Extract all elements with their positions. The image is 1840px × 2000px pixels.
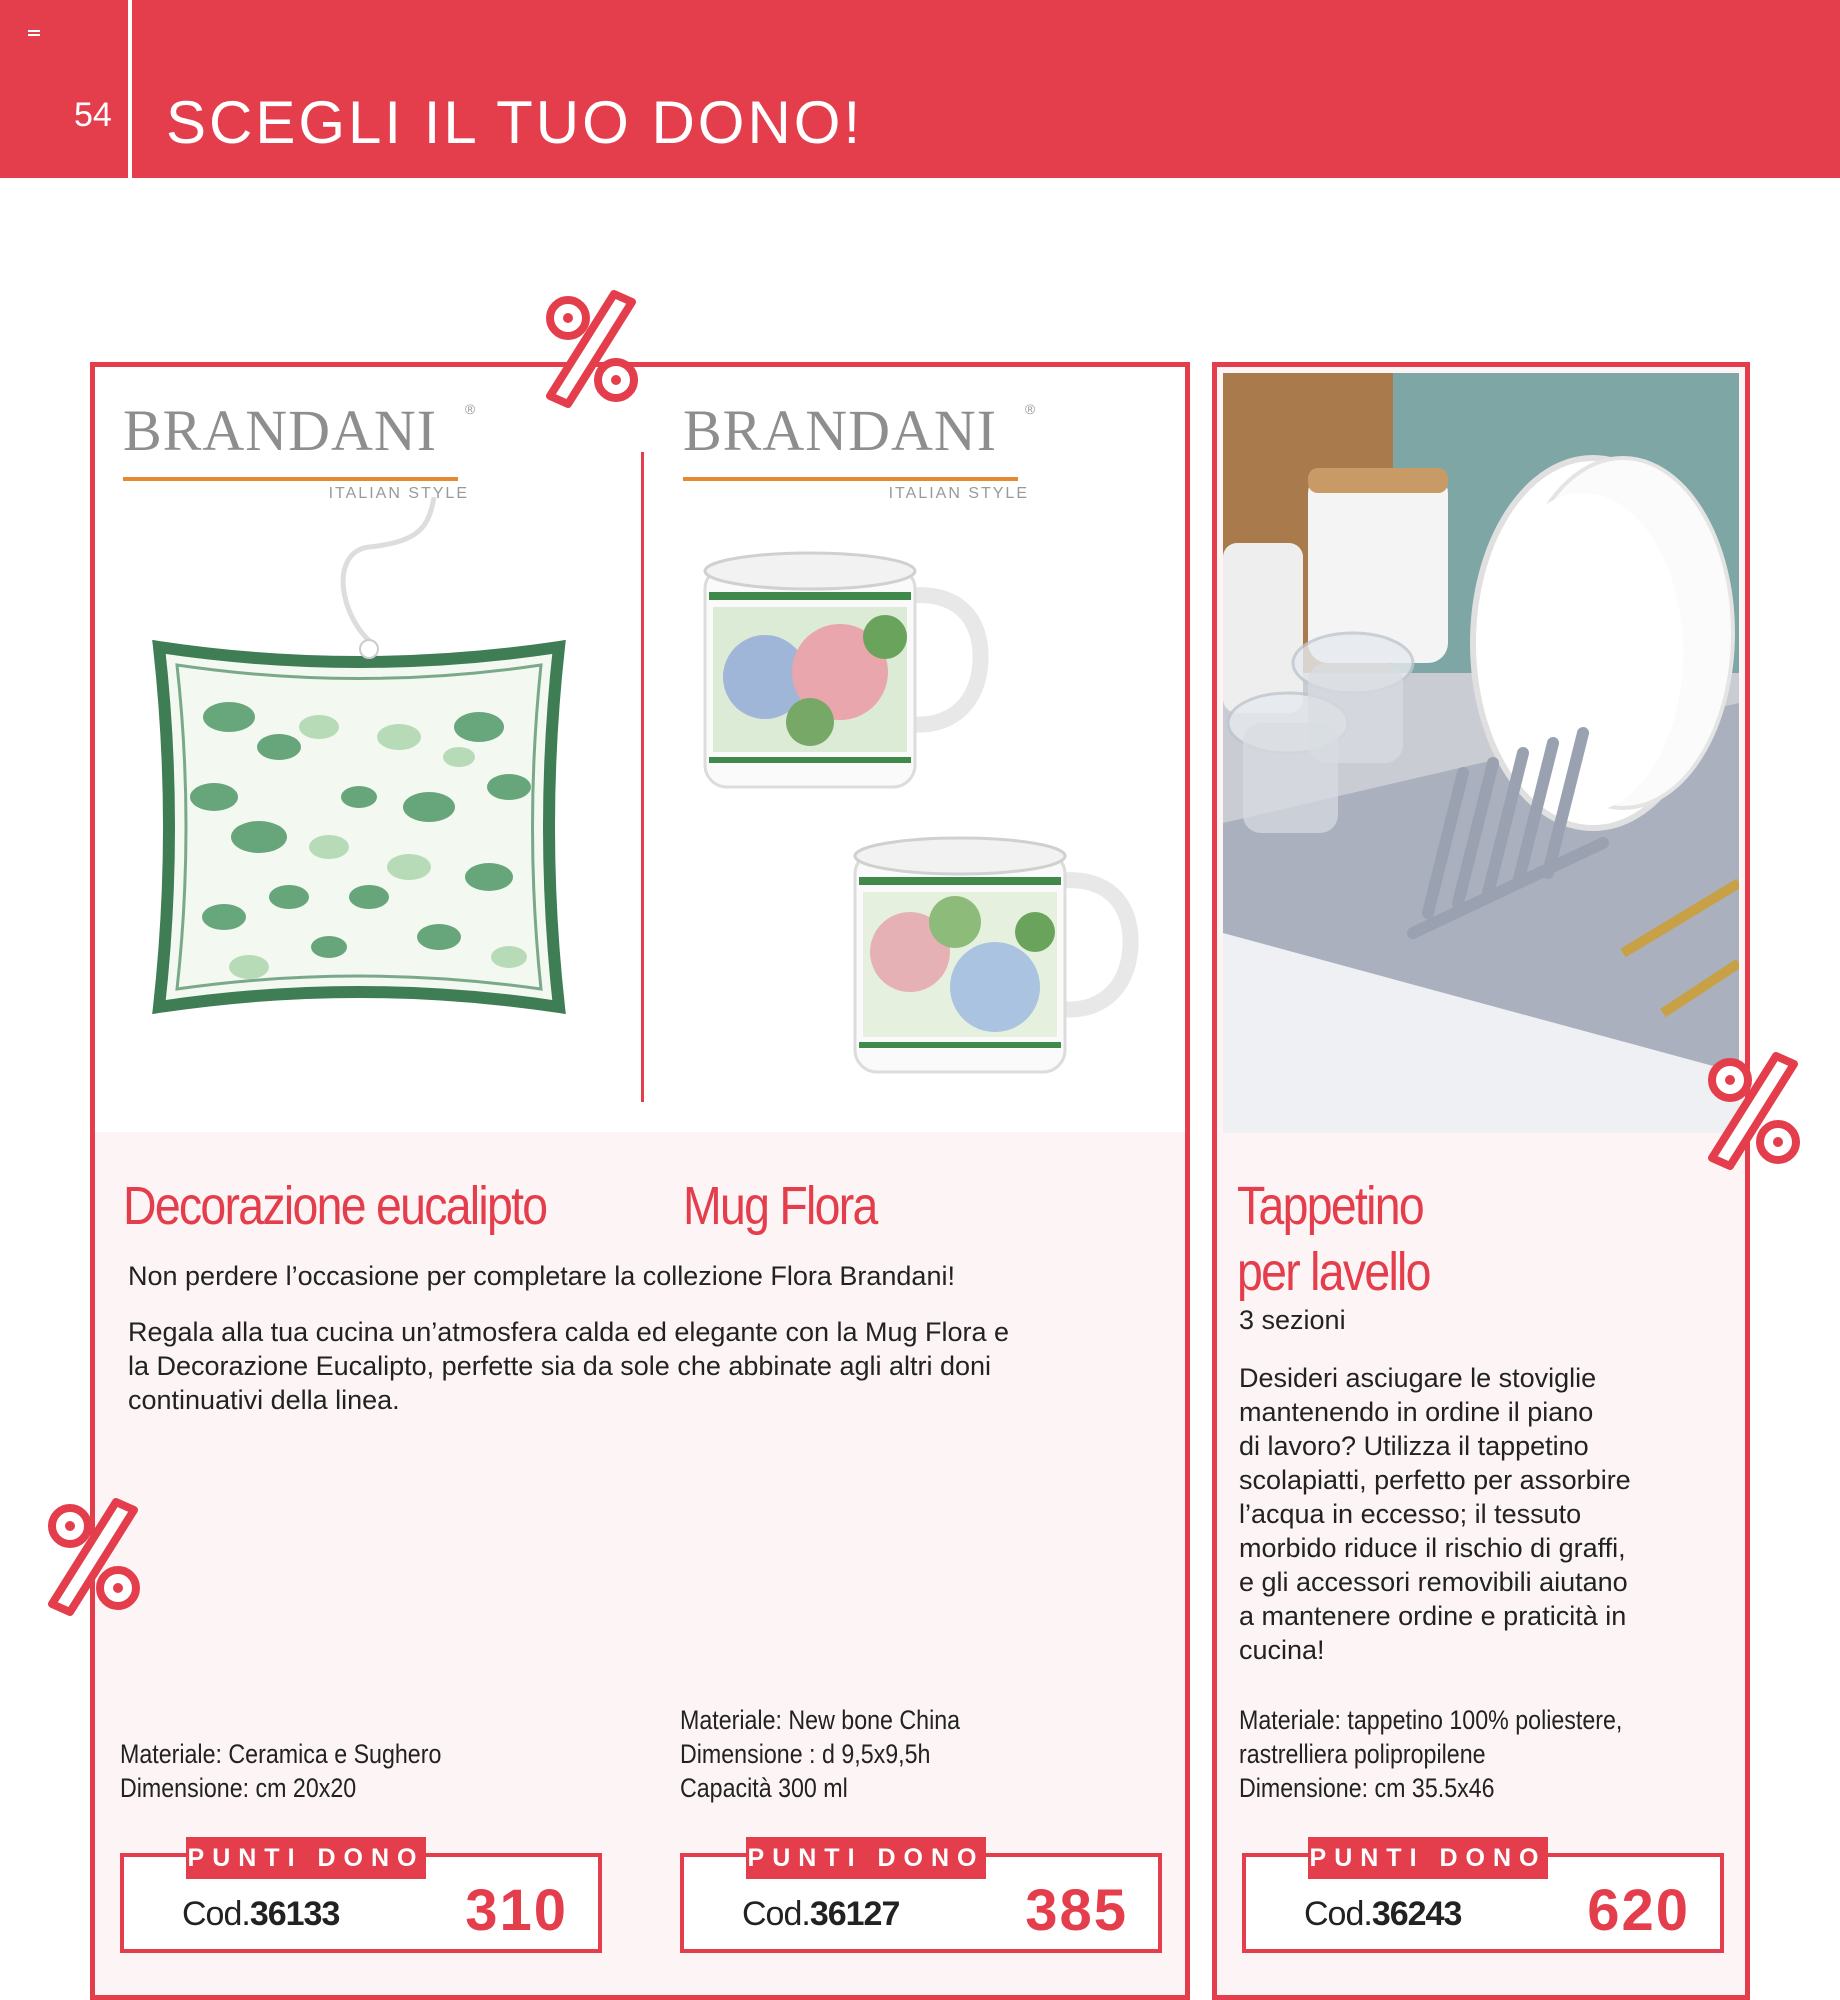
description-line: Desideri asciugare le stoviglie [1239,1363,1597,1393]
code-prefix: Cod. [742,1895,810,1933]
product-title-tappetino-line1: Tappetino [1237,1176,1423,1236]
product-description-tappetino [1239,1361,1631,1667]
brand-registered-mark: ® [1025,401,1036,417]
dish-drying-mat-image [1223,373,1739,1133]
dish-mat-card [1212,362,1750,2000]
product-code [182,1895,339,1934]
code-prefix: Cod. [1304,1895,1372,1933]
spec-material: Materiale: tappetino 100% poliestere, [1239,1705,1623,1735]
spec-dimension: Dimensione : d 9,5x9,5h [680,1739,931,1769]
points-box-tappetino [1242,1844,1724,1953]
points-box-mug-flora [680,1844,1162,1953]
points-label: PUNTI DONO [186,1837,426,1879]
code-number: 36243 [1371,1895,1462,1933]
brand-name: BRANDANI [683,398,998,463]
product-separator [641,452,644,1102]
collection-intro-text: Non perdere l’occasione per completare la collezione Flora Brandani! [128,1261,955,1291]
product-title-eucalipto: Decorazione eucalipto [123,1176,547,1236]
brandani-logo [683,397,1043,502]
spec-dimension: Dimensione: cm 35.5x46 [1239,1773,1495,1803]
product-specs-mug-flora [680,1703,960,1805]
description-line: continuativi della linea. [128,1385,400,1415]
spec-material: Materiale: Ceramica e Sughero [120,1739,442,1769]
description-line: mantenendo in ordine il piano [1239,1397,1594,1427]
points-box-eucalipto [120,1844,602,1953]
description-line: Regala alla tua cucina un’atmosfera calda ed elegante con la Mug Flora e [128,1317,1010,1347]
brandani-products-card [90,362,1190,2000]
product-title-mug-flora: Mug Flora [683,1176,877,1236]
mug-flora-image [695,537,1155,1097]
products-image-area [95,367,1185,1132]
spec-capacity: Capacità 300 ml [680,1773,848,1803]
points-value: 310 [465,1878,568,1943]
description-line: cucina! [1239,1635,1325,1665]
points-value: 385 [1025,1878,1128,1943]
brand-tagline: ITALIAN STYLE [328,485,469,502]
product-specs-eucalipto [120,1737,441,1805]
page-title: SCEGLI IL TUO DONO! [166,89,864,156]
description-line: la Decorazione Eucalipto, perfette sia da sole che abbinate agli altri doni [128,1351,992,1381]
brand-name: BRANDANI [123,398,438,463]
description-line: morbido riduce il rischio di graffi, [1239,1533,1626,1563]
page-header [0,0,1840,178]
product-specs-tappetino [1239,1703,1622,1805]
points-label: PUNTI DONO [1308,1837,1548,1879]
percent-badge-icon [536,284,646,414]
spec-material-cont: rastrelliera polipropilene [1239,1739,1486,1769]
description-line: a mantenere ordine e praticità in [1239,1601,1627,1631]
code-prefix: Cod. [182,1895,250,1933]
brand-tagline: ITALIAN STYLE [888,485,1029,502]
product-subtitle: 3 sezioni [1239,1305,1346,1335]
menu-icon[interactable] [28,30,40,40]
product-code [742,1895,899,1934]
spec-dimension: Dimensione: cm 20x20 [120,1773,357,1803]
collection-description [128,1315,1009,1417]
points-value: 620 [1587,1878,1690,1943]
description-line: scolapiatti, perfetto per assorbire [1239,1465,1631,1495]
code-number: 36133 [249,1895,340,1933]
code-number: 36127 [809,1895,900,1933]
header-divider [128,0,132,178]
description-line: di lavoro? Utilizza il tappetino [1239,1431,1589,1461]
page-number: 54 [74,96,112,134]
points-label: PUNTI DONO [746,1837,986,1879]
product-title-tappetino-line2: per lavello [1237,1242,1430,1302]
spec-material: Materiale: New bone China [680,1705,961,1735]
eucalyptus-decoration-image [129,497,589,1097]
dish-mat-image-area [1223,373,1739,1133]
brand-underline [683,477,1018,481]
product-code [1304,1895,1461,1934]
brand-underline [123,477,458,481]
description-line: e gli accessori removibili aiutano [1239,1567,1628,1597]
brandani-logo [123,397,483,502]
percent-badge-icon [1698,1046,1808,1176]
brand-registered-mark: ® [465,401,476,417]
description-line: l’acqua in eccesso; il tessuto [1239,1499,1582,1529]
percent-badge-icon [38,1492,148,1622]
